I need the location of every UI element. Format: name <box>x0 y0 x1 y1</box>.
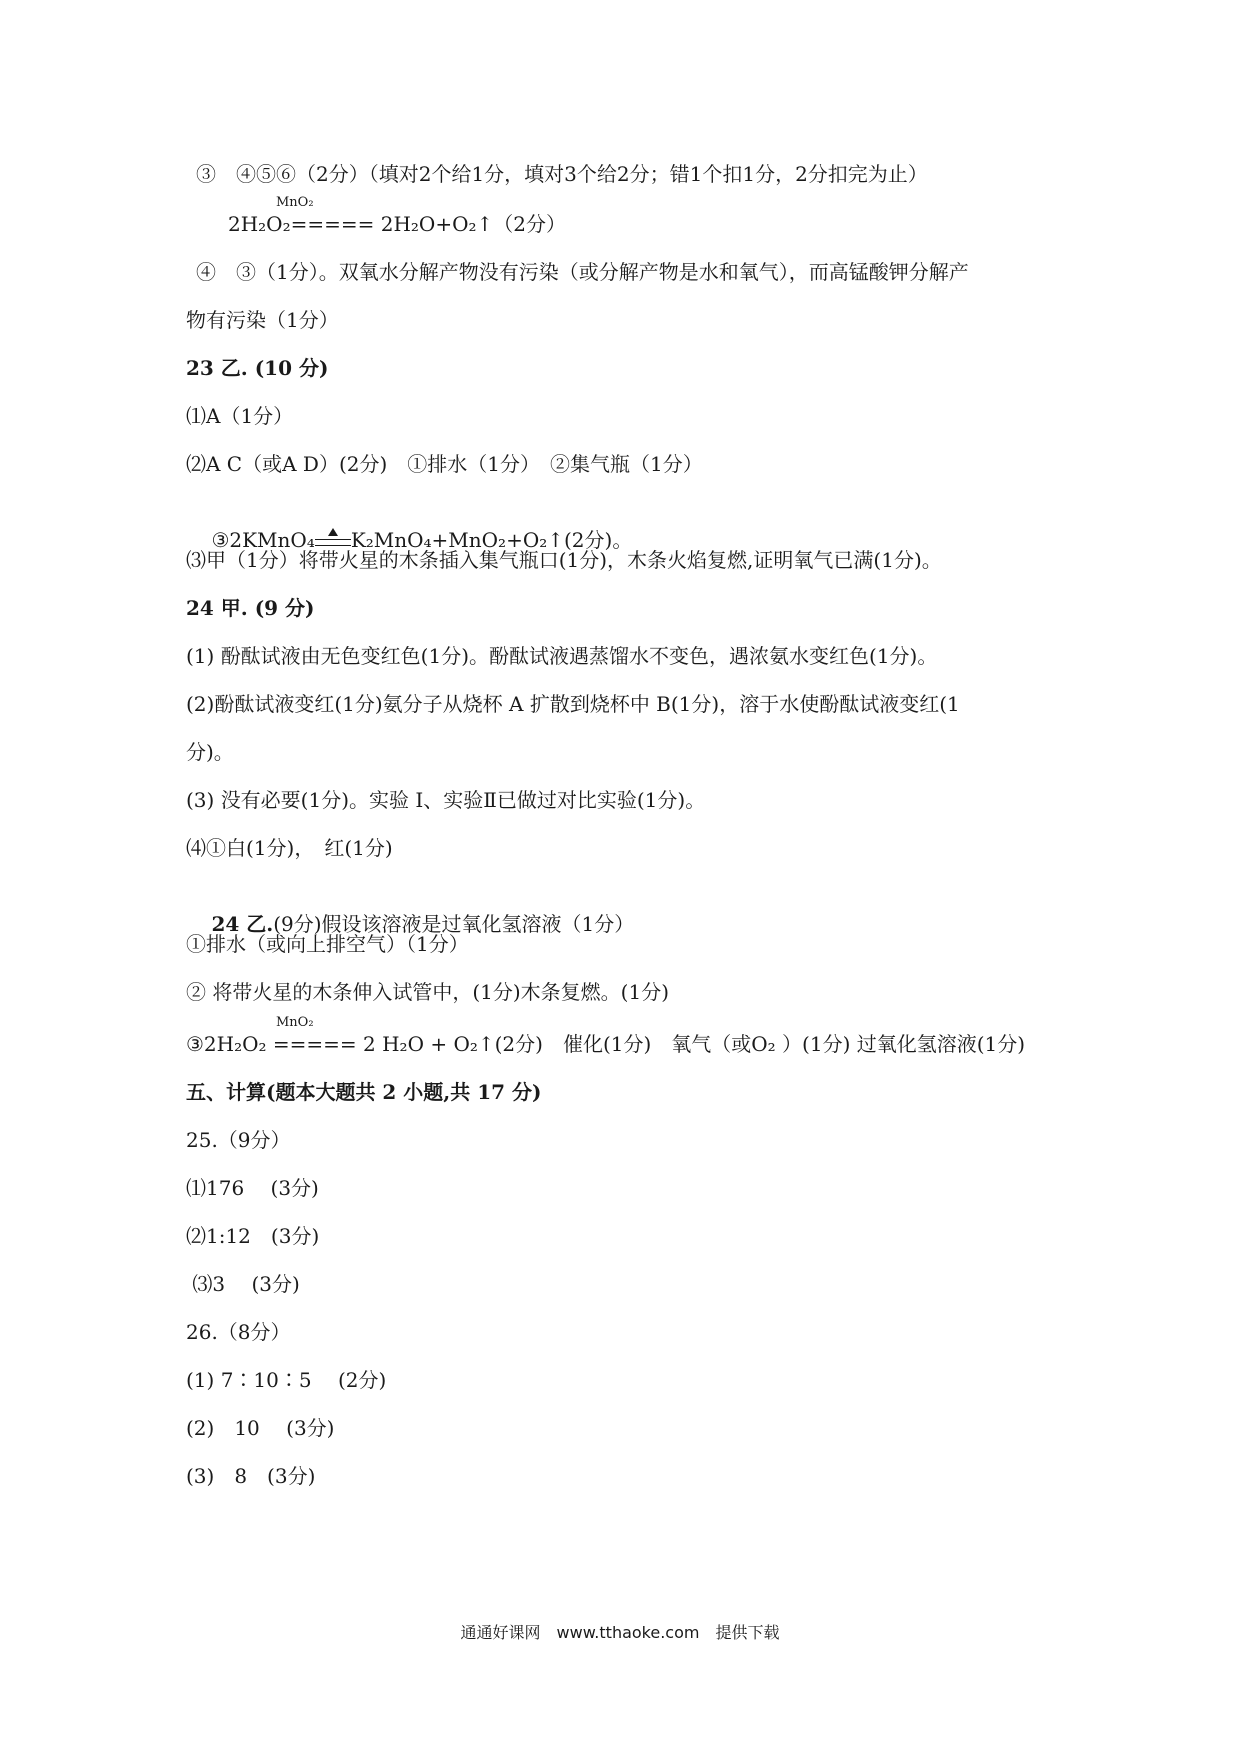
answer-line: ⑷①白(1分)， 红(1分) <box>186 836 393 860</box>
equation-reactant: ③2KMnO₄ <box>211 528 315 552</box>
answer-line: ⑶3 (3分) <box>186 1272 300 1296</box>
equation-line: 2H₂O₂===== 2H₂O+O₂↑（2分） <box>228 212 566 236</box>
answer-line: ⑵1:12 (3分) <box>186 1224 320 1248</box>
section-heading: 23 乙. (10 分) <box>186 356 329 380</box>
answer-line: ⑴176 (3分) <box>186 1176 319 1200</box>
page-footer: 通通好课网 www.tthaoke.com 提供下载 <box>460 1623 780 1642</box>
answer-line: 分)。 <box>186 740 234 764</box>
answer-line: (1) 7∶10∶5 (2分) <box>186 1368 387 1392</box>
answer-line: 物有污染（1分） <box>186 308 339 332</box>
equation-line: ③2H₂O₂ ===== 2 H₂O + O₂↑(2分) 催化(1分) 氧气（或O₂ ）(1分) 过氧化氢溶液(1分) <box>186 1032 1026 1056</box>
section-heading: 24 乙. <box>211 912 274 936</box>
answer-line: (3) 8 (3分) <box>186 1464 316 1488</box>
answer-line: 26.（8分） <box>186 1320 291 1344</box>
catalyst-label: MnO₂ <box>276 1015 314 1030</box>
answer-line: ④ ③（1分）。双氧水分解产物没有污染（或分解产物是水和氧气），而高锰酸钾分解产 <box>196 260 969 284</box>
answer-text: (9分)假设该溶液是过氧化氢溶液（1分） <box>273 912 635 936</box>
answer-line: (1) 酚酞试液由无色变红色(1分)。酚酞试液遇蒸馏水不变色，遇浓氨水变红色(1分)。 <box>186 644 938 668</box>
catalyst-label: MnO₂ <box>276 195 314 210</box>
answer-line: (2)酚酞试液变红(1分)氨分子从烧杯 A 扩散到烧杯中 B(1分)，溶于水使酚酞试液变红(1 <box>186 692 960 716</box>
answer-line: ② 将带火星的木条伸入试管中，(1分)木条复燃。(1分) <box>186 980 670 1004</box>
answer-line: (3) 没有必要(1分)。实验 I、实验Ⅱ已做过对比实验(1分)。 <box>186 788 706 812</box>
answer-line: ⑵A C（或A D）(2分) ①排水（1分） ②集气瓶（1分） <box>186 452 703 476</box>
answer-line: (2) 10 (3分) <box>186 1416 335 1440</box>
answer-line: ⑴A（1分） <box>186 404 294 428</box>
section-heading: 五、计算(题本大题共 2 小题,共 17 分) <box>186 1080 542 1104</box>
section-heading: 24 甲. (9 分) <box>186 596 315 620</box>
answer-line: ①排水（或向上排空气）（1分） <box>186 932 469 956</box>
answer-line: ⑶甲（1分）将带火星的木条插入集气瓶口(1分)，木条火焰复燃,证明氧气已满(1分)。 <box>186 548 942 572</box>
answer-line: 25.（9分） <box>186 1128 291 1152</box>
equation-products: K₂MnO₄+MnO₂+O₂↑(2分)。 <box>350 528 633 552</box>
answer-line: ③ ④⑤⑥（2分）（填对2个给1分，填对3个给2分；错1个扣1分，2分扣完为止） <box>196 162 928 186</box>
